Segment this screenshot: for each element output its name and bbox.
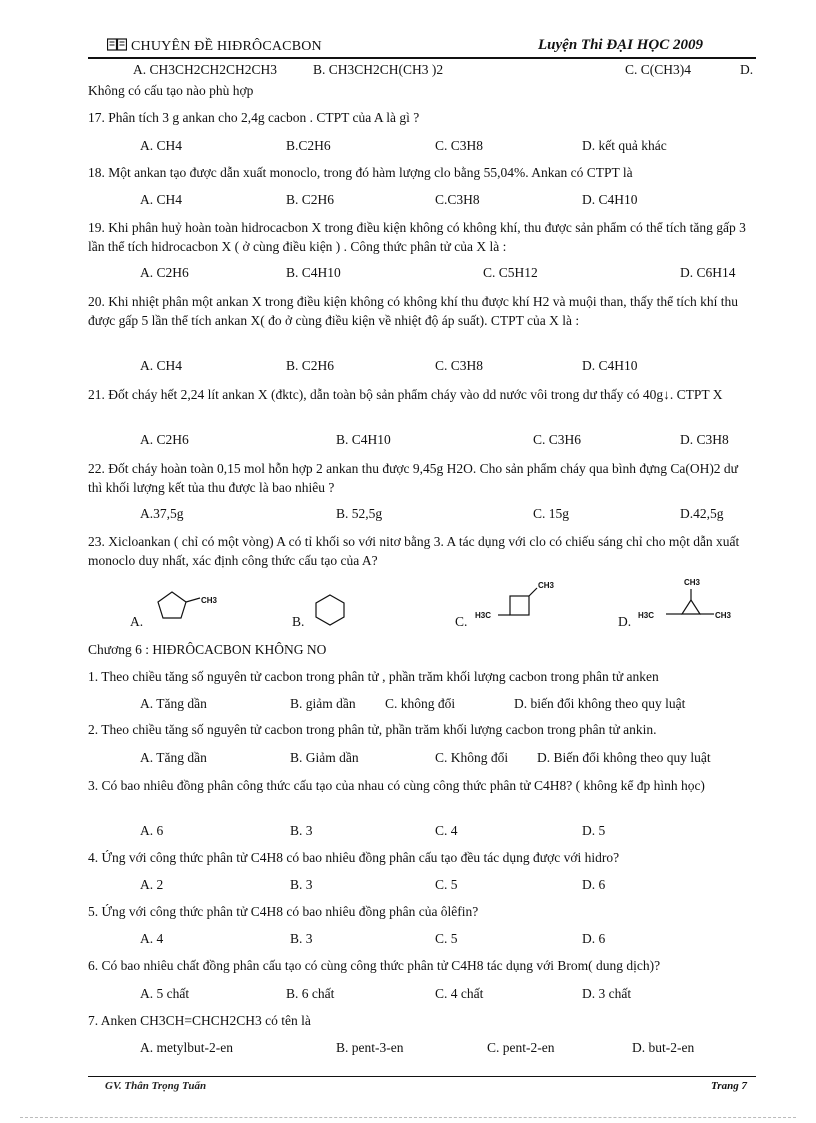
c6-option-d: D. 3 chất bbox=[582, 986, 632, 1001]
q19-option-d: D. C6H14 bbox=[680, 265, 736, 280]
c6-option-b: B. 6 chất bbox=[286, 986, 335, 1001]
c5-option-a: A. 4 bbox=[140, 931, 164, 946]
header-title bbox=[107, 38, 322, 55]
q22-option-b: B. 52,5g bbox=[336, 506, 383, 521]
footer-author: GV. Thân Trọng Tuấn bbox=[105, 1080, 207, 1092]
ch3-label: CH3 bbox=[715, 611, 732, 620]
q23-option-a: A. bbox=[130, 614, 144, 629]
question-23: 23. Xicloankan ( chỉ có một vòng) A có tỉ khối so với nitơ bằng 3. A tác dụng với clo có chiếu sáng chỉ cho một dẫn xuất monoclo duy nhất, xác định công thức cấu tạo của A? bbox=[88, 534, 740, 568]
c2-option-a: A. Tăng dần bbox=[140, 750, 207, 765]
c5-option-d: D. 6 bbox=[582, 931, 606, 946]
book-icon bbox=[107, 38, 127, 51]
c3-option-d: D. 5 bbox=[582, 823, 606, 838]
q22-option-c: C. 15g bbox=[533, 506, 570, 521]
q21-option-d: D. C3H8 bbox=[680, 432, 729, 447]
prev-option-a: A. CH3CH2CH2CH2CH3 bbox=[133, 62, 278, 77]
q18-option-c: C.C3H8 bbox=[435, 192, 480, 207]
header-right: Luyện Thi ĐẠI HỌC 2009 bbox=[538, 37, 704, 53]
h3c-label: H3C bbox=[475, 611, 492, 620]
question-21: 21. Đốt cháy hết 2,24 lít ankan X (đktc), dẫn toàn bộ sản phẩm cháy vào dd nước vôi trong dư thấy có 40g↓. CTPT X bbox=[88, 387, 723, 402]
structure-trimethylcyclopropane bbox=[636, 574, 746, 628]
q23-option-b: B. bbox=[292, 614, 305, 629]
h3c-label: H3C bbox=[638, 611, 655, 620]
c3-option-b: B. 3 bbox=[290, 823, 313, 838]
c2-option-b: B. Giảm dần bbox=[290, 750, 359, 765]
c4-option-d: D. 6 bbox=[582, 877, 606, 892]
q20-option-c: C. C3H8 bbox=[435, 358, 484, 373]
c6-option-c: C. 4 chất bbox=[435, 986, 484, 1001]
c5-option-b: B. 3 bbox=[290, 931, 313, 946]
c4-option-c: C. 5 bbox=[435, 877, 458, 892]
question-22: 22. Đốt cháy hoàn toàn 0,15 mol hỗn hợp 2 ankan thu được 9,45g H2O. Cho sản phẩm cháy qua bình đựng Ca(OH)2 dư thì khối lượng kết tủa thu được là bao nhiêu ? bbox=[88, 461, 739, 495]
prev-option-b: B. CH3CH2CH(CH3 )2 bbox=[313, 62, 444, 77]
c3-option-c: C. 4 bbox=[435, 823, 458, 838]
c4-option-a: A. 2 bbox=[140, 877, 164, 892]
question-c7: 7. Anken CH3CH=CHCH2CH3 có tên là bbox=[88, 1013, 311, 1028]
page-number: Trang 7 bbox=[711, 1080, 747, 1092]
header-left-text: CHUYÊN ĐỀ HIĐRÔCACBON bbox=[131, 39, 322, 54]
question-19: 19. Khi phân huỷ hoàn toàn hidrocacbon X trong điều kiện không có không khí, thu được sản phẩm có thể tích tăng gấp 3 lần thể tích hidrocacbon X ( ở cùng điều kiện ) . Công thức phân tử của X là : bbox=[88, 220, 746, 254]
q17-option-b: B.C2H6 bbox=[286, 138, 331, 153]
prev-option-d: D. bbox=[740, 62, 754, 77]
q22-option-a: A.37,5g bbox=[140, 506, 184, 521]
chapter-title: Chương 6 : HIĐRÔCACBON KHÔNG NO bbox=[88, 642, 327, 657]
q23-option-c: C. bbox=[455, 614, 468, 629]
c4-option-b: B. 3 bbox=[290, 877, 313, 892]
question-c3: 3. Có bao nhiêu đồng phân công thức cấu tạo của nhau có cùng công thức phân tử C4H8? ( không kể đp hình học) bbox=[88, 778, 705, 793]
ch3-label: CH3 bbox=[538, 581, 555, 590]
ch3-label: CH3 bbox=[684, 578, 701, 587]
question-17: 17. Phân tích 3 g ankan cho 2,4g cacbon . CTPT của A là gì ? bbox=[88, 110, 420, 125]
q18-option-a: A. CH4 bbox=[140, 192, 183, 207]
c3-option-a: A. 6 bbox=[140, 823, 164, 838]
q23-option-d: D. bbox=[618, 614, 632, 629]
q21-option-b: B. C4H10 bbox=[336, 432, 391, 447]
q20-option-d: D. C4H10 bbox=[582, 358, 638, 373]
q22-option-d: D.42,5g bbox=[680, 506, 724, 521]
c5-option-c: C. 5 bbox=[435, 931, 458, 946]
c1-option-a: A. Tăng dần bbox=[140, 696, 207, 711]
question-c2: 2. Theo chiều tăng số nguyên tử cacbon trong phân tử, phần trăm khối lượng cacbon trong phân tử ankin. bbox=[88, 722, 657, 737]
question-20: 20. Khi nhiệt phân một ankan X trong điều kiện không có không khí thu được khí H2 và muội than, thấy thể tích khí thu được gấp 5 lần thể tích ankan X( đo ở cùng điều kiện về nhiệt độ áp suất). CTPT của X là : bbox=[88, 294, 738, 328]
structure-cyclohexane bbox=[310, 592, 356, 628]
question-c1: 1. Theo chiều tăng số nguyên tử cacbon trong phân tử , phần trăm khối lượng cacbon trong phân tử anken bbox=[88, 669, 659, 684]
question-c4: 4. Ứng với công thức phân tử C4H8 có bao nhiêu đồng phân cấu tạo đều tác dụng được với hidro? bbox=[88, 850, 620, 865]
question-18: 18. Một ankan tạo được dẫn xuất monoclo, trong đó hàm lượng clo bằng 55,04%. Ankan có CTPT là bbox=[88, 165, 633, 180]
q20-option-a: A. CH4 bbox=[140, 358, 183, 373]
q20-option-b: B. C2H6 bbox=[286, 358, 335, 373]
q19-option-c: C. C5H12 bbox=[483, 265, 538, 280]
c1-option-d: D. biến đổi không theo quy luật bbox=[514, 696, 686, 711]
question-c5: 5. Ứng với công thức phân tử C4H8 có bao nhiêu đồng phân của ôlêfin? bbox=[88, 904, 479, 919]
structure-dimethylcyclobutane bbox=[470, 576, 570, 626]
c7-option-a: A. metylbut-2-en bbox=[140, 1040, 233, 1055]
c7-option-b: B. pent-3-en bbox=[336, 1040, 404, 1055]
prev-option-c: C. C(CH3)4 bbox=[625, 62, 692, 77]
q19-option-a: A. C2H6 bbox=[140, 265, 189, 280]
header-divider bbox=[88, 57, 756, 59]
c1-option-c: C. không đổi bbox=[385, 696, 456, 711]
c2-option-c: C. Không đổi bbox=[435, 750, 509, 765]
q17-option-a: A. CH4 bbox=[140, 138, 183, 153]
c1-option-b: B. giảm dần bbox=[290, 696, 356, 711]
q17-option-d: D. kết quả khác bbox=[582, 138, 667, 153]
prev-option-d-text: Không có cấu tạo nào phù hợp bbox=[88, 83, 254, 98]
q17-option-c: C. C3H8 bbox=[435, 138, 484, 153]
footer-divider bbox=[88, 1076, 756, 1077]
q21-option-c: C. C3H6 bbox=[533, 432, 582, 447]
q18-option-d: D. C4H10 bbox=[582, 192, 638, 207]
c6-option-a: A. 5 chất bbox=[140, 986, 190, 1001]
ch3-label: CH3 bbox=[201, 596, 218, 605]
structure-methylcyclopentane bbox=[150, 588, 230, 628]
c2-option-d: D. Biến đổi không theo quy luật bbox=[537, 750, 711, 765]
q21-option-a: A. C2H6 bbox=[140, 432, 189, 447]
c7-option-c: C. pent-2-en bbox=[487, 1040, 555, 1055]
q18-option-b: B. C2H6 bbox=[286, 192, 335, 207]
c7-option-d: D. but-2-en bbox=[632, 1040, 695, 1055]
page-break-line bbox=[20, 1117, 796, 1118]
question-c6: 6. Có bao nhiêu chất đồng phân cấu tạo có cùng công thức phân tử C4H8 tác dụng với Brom( dung dịch)? bbox=[88, 958, 661, 973]
q19-option-b: B. C4H10 bbox=[286, 265, 341, 280]
